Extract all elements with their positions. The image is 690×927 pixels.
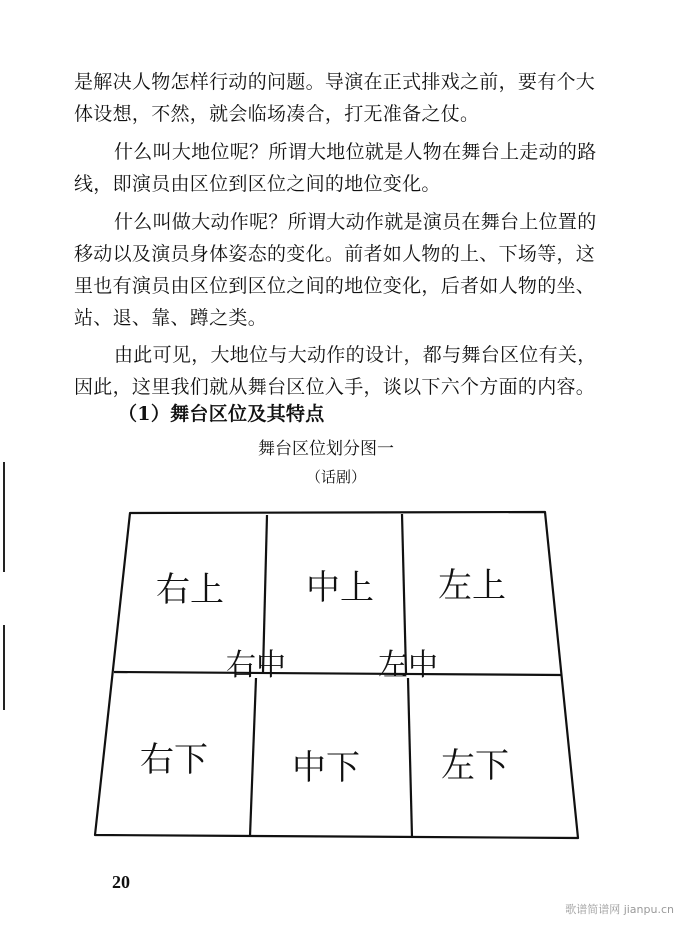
zone-lower-center-label: 中下 — [292, 748, 360, 788]
text-line-9: 由此可见，大地位与大动作的设计，都与舞台区位有关， — [114, 344, 597, 366]
text-line-1: 是解决人物怎样行动的问题。导演在正式排戏之前，要有个大 — [74, 71, 596, 93]
figure-title: 舞台区位划分图一 — [258, 439, 394, 459]
section-heading: （1）舞台区位及其特点 — [118, 403, 325, 425]
page-number: 20 — [112, 872, 130, 892]
text-line-6: 移动以及演员身体姿态的变化。前者如人物的上、下场等，这 — [74, 243, 596, 265]
lower-divider-right — [408, 678, 412, 837]
stage-horizontal-divider — [114, 672, 562, 675]
zone-left-center-label: 左中 — [378, 648, 438, 683]
zone-lower-right-label: 右下 — [140, 740, 208, 780]
text-line-7: 里也有演员由区位到区位之间的地位变化，后者如人物的坐、 — [74, 275, 596, 297]
zone-upper-center-label: 中上 — [306, 568, 374, 608]
watermark: 歌谱简谱网 jianpu.cn — [565, 903, 674, 916]
text-line-3: 什么叫大地位呢？所谓大地位就是人物在舞台上走动的路 — [114, 141, 597, 163]
figure-subtitle: （话剧） — [306, 468, 367, 486]
zone-right-center-label: 右中 — [226, 648, 286, 683]
text-line-2: 体设想，不然，就会临场凑合，打无准备之仗。 — [74, 103, 480, 125]
text-line-10: 因此，这里我们就从舞台区位入手，谈以下六个方面的内容。 — [74, 376, 596, 398]
zone-lower-left-label: 左下 — [441, 746, 509, 786]
zone-upper-left-label: 左上 — [438, 566, 506, 606]
text-line-8: 站、退、靠、蹲之类。 — [74, 307, 268, 329]
text-line-4: 线，即演员由区位到区位之间的地位变化。 — [74, 173, 441, 195]
lower-divider-left — [250, 678, 256, 836]
text-line-5: 什么叫做大动作呢？所谓大动作就是演员在舞台上位置的 — [114, 211, 597, 233]
zone-upper-right-label: 右上 — [156, 570, 224, 610]
